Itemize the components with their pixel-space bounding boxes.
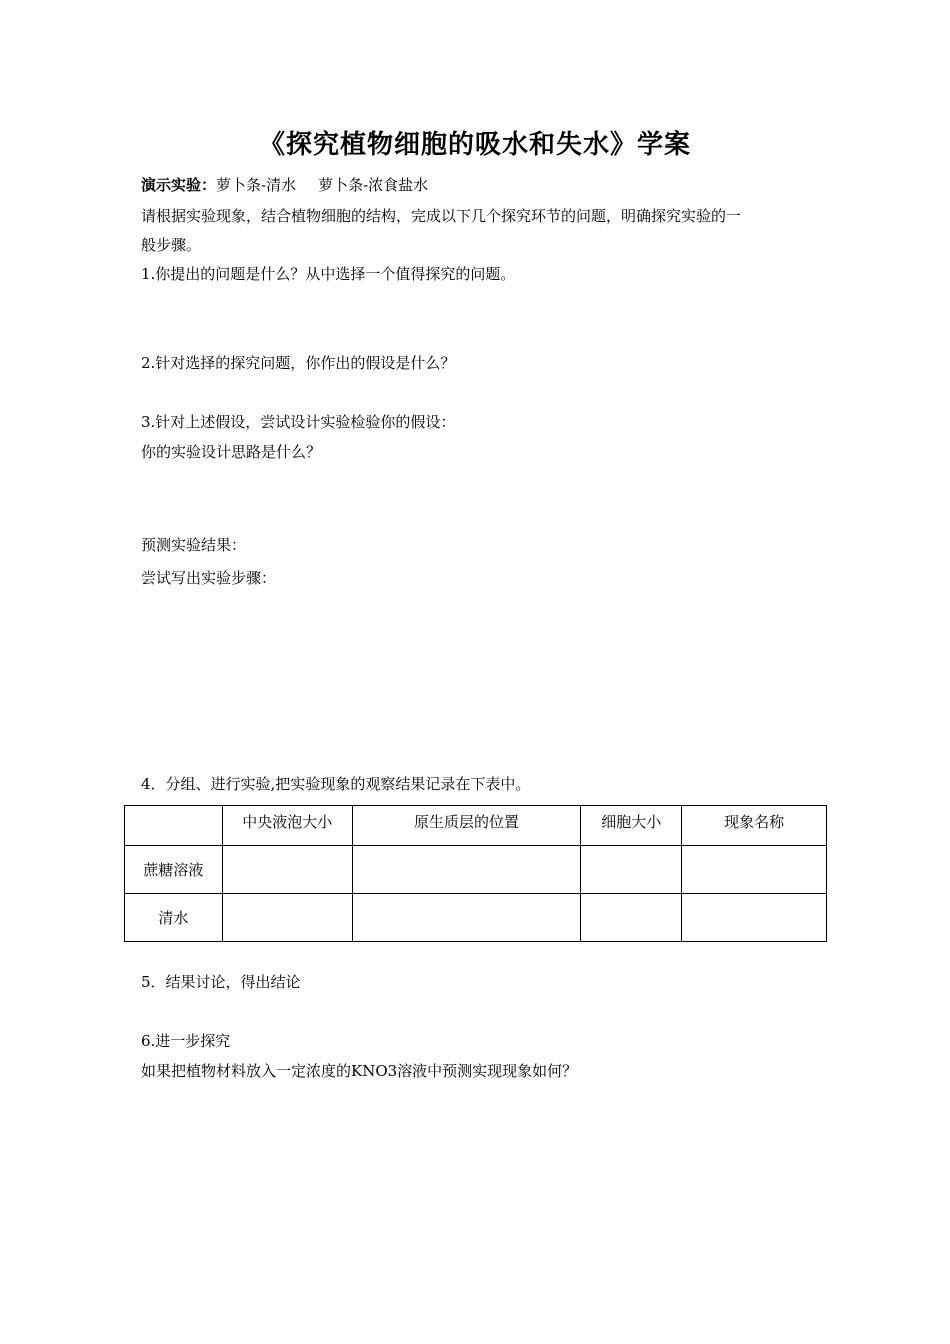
demo-label: 演示实验： [141,176,217,194]
table-cell [352,846,581,894]
table-row [125,894,827,942]
intro-text-line-1: 请根据实验现象，结合植物细胞的结构，完成以下几个探究环节的问题，明确探究实验的一 [141,207,742,225]
table-header-cell: 细胞大小 [581,806,682,846]
table-row-label: 清水 [125,894,223,942]
table-row [125,846,827,894]
question-3: 3.针对上述假设，尝试设计实验检验你的假设： [141,413,456,431]
demo-experiment-line [141,175,428,195]
question-6-sub: 如果把植物材料放入一定浓度的KNO3溶液中预测实现现象如何？ [141,1062,578,1080]
intro-text-line-2: 般步骤。 [141,236,202,254]
experiment-steps-label: 尝试写出实验步骤： [141,569,277,587]
document-title: 《探究植物细胞的吸水和失水》学案 [258,130,691,160]
question-6: 6.进一步探究 [141,1032,231,1050]
question-3-sub: 你的实验设计思路是什么？ [141,443,322,461]
table-header-cell [125,806,223,846]
table-cell [222,846,352,894]
table-header-row [125,806,827,846]
table-cell [581,894,682,942]
predict-result-label: 预测实验结果： [141,536,247,554]
question-2: 2.针对选择的探究问题，你作出的假设是什么？ [141,354,456,372]
table-cell [581,846,682,894]
demo-item-water: 萝卜条-清水 [216,176,297,194]
table-header-cell: 中央液泡大小 [222,806,352,846]
demo-item-salt: 萝卜条-浓食盐水 [318,176,429,194]
table-cell [682,846,827,894]
table-cell [222,894,352,942]
table-cell [352,894,581,942]
question-5: 5．结果讨论，得出结论 [141,973,301,991]
question-1: 1.你提出的问题是什么？从中选择一个值得探究的问题。 [141,265,516,283]
table-cell [682,894,827,942]
observation-table [124,805,827,942]
table-header-cell: 原生质层的位置 [352,806,581,846]
table-row-label: 蔗糖溶液 [125,846,223,894]
question-4: 4．分组、进行实验,把实验现象的观察结果记录在下表中。 [141,775,531,793]
table-header-cell: 现象名称 [682,806,827,846]
